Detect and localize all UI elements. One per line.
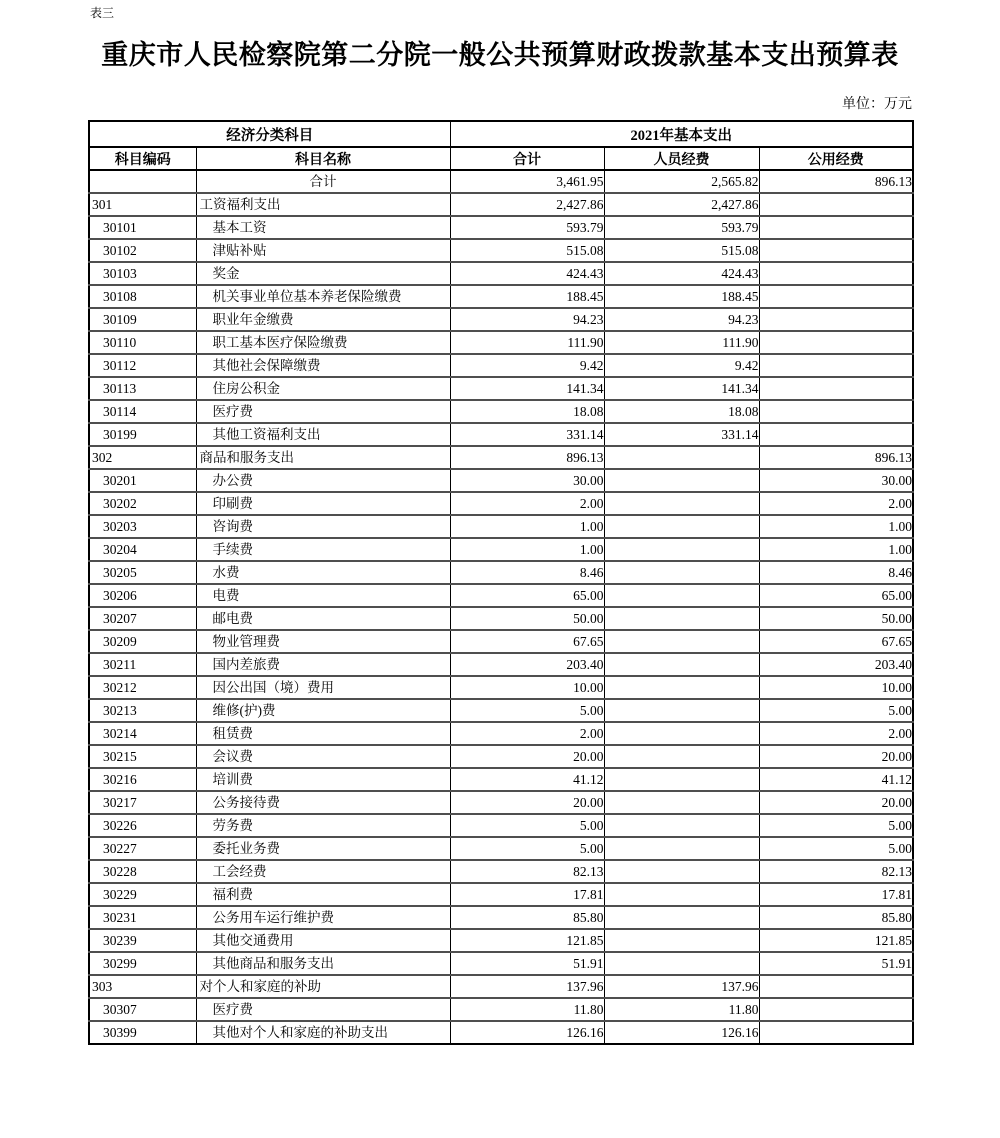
cell-total: 10.00: [450, 676, 604, 699]
table-row: [89, 699, 913, 722]
column-header-public-expense: 公用经费: [759, 147, 913, 170]
cell-public-expense: [759, 331, 913, 354]
cell-personnel-expense: [604, 538, 759, 561]
cell-subject-code: 30102: [89, 239, 196, 262]
cell-personnel-expense: 188.45: [604, 285, 759, 308]
cell-public-expense: [759, 1021, 913, 1044]
cell-total: 41.12: [450, 768, 604, 791]
cell-total: 593.79: [450, 216, 604, 239]
cell-subject-name: 租赁费: [196, 722, 450, 745]
table-row: [89, 906, 913, 929]
table-row: [89, 883, 913, 906]
cell-subject-code: 30211: [89, 653, 196, 676]
cell-personnel-expense: 593.79: [604, 216, 759, 239]
cell-subject-code: 30307: [89, 998, 196, 1021]
cell-public-expense: 896.13: [759, 446, 913, 469]
cell-subject-name: 会议费: [196, 745, 450, 768]
cell-subject-name: 水费: [196, 561, 450, 584]
table-row: [89, 998, 913, 1021]
cell-personnel-expense: 11.80: [604, 998, 759, 1021]
cell-personnel-expense: [604, 837, 759, 860]
cell-subject-code: 30228: [89, 860, 196, 883]
table-row: [89, 515, 913, 538]
cell-public-expense: 121.85: [759, 929, 913, 952]
cell-total: 5.00: [450, 699, 604, 722]
cell-public-expense: [759, 354, 913, 377]
cell-subject-code: 30202: [89, 492, 196, 515]
cell-personnel-expense: [604, 952, 759, 975]
cell-public-expense: 896.13: [759, 170, 913, 193]
cell-subject-code: 30209: [89, 630, 196, 653]
cell-total: 141.34: [450, 377, 604, 400]
cell-total: 85.80: [450, 906, 604, 929]
cell-total: 896.13: [450, 446, 604, 469]
cell-public-expense: 203.40: [759, 653, 913, 676]
cell-total: 5.00: [450, 837, 604, 860]
cell-public-expense: 20.00: [759, 791, 913, 814]
table-row: [89, 285, 913, 308]
cell-subject-code: 30226: [89, 814, 196, 837]
table-row: [89, 929, 913, 952]
table-row: [89, 561, 913, 584]
table-row: [89, 446, 913, 469]
cell-personnel-expense: [604, 814, 759, 837]
cell-subject-code: 30231: [89, 906, 196, 929]
cell-subject-code: 30215: [89, 745, 196, 768]
cell-subject-code: 30207: [89, 607, 196, 630]
cell-total: 20.00: [450, 791, 604, 814]
cell-public-expense: [759, 377, 913, 400]
cell-subject-code: 30113: [89, 377, 196, 400]
table-row: [89, 653, 913, 676]
cell-subject-code: 30204: [89, 538, 196, 561]
table-row: [89, 860, 913, 883]
cell-subject-name: 基本工资: [196, 216, 450, 239]
cell-subject-name: 商品和服务支出: [196, 446, 450, 469]
table-row: [89, 814, 913, 837]
cell-public-expense: [759, 193, 913, 216]
cell-subject-name: 其他商品和服务支出: [196, 952, 450, 975]
cell-personnel-expense: 424.43: [604, 262, 759, 285]
cell-public-expense: 41.12: [759, 768, 913, 791]
cell-personnel-expense: 331.14: [604, 423, 759, 446]
cell-public-expense: [759, 975, 913, 998]
cell-personnel-expense: [604, 699, 759, 722]
cell-total: 188.45: [450, 285, 604, 308]
cell-subject-code: 30101: [89, 216, 196, 239]
table-row: [89, 676, 913, 699]
cell-total: 331.14: [450, 423, 604, 446]
cell-public-expense: [759, 998, 913, 1021]
cell-personnel-expense: [604, 929, 759, 952]
cell-subject-code: 30108: [89, 285, 196, 308]
cell-total: 121.85: [450, 929, 604, 952]
table-row: [89, 837, 913, 860]
cell-public-expense: 10.00: [759, 676, 913, 699]
column-header-personnel-expense: 人员经费: [604, 147, 759, 170]
cell-subject-code: 30205: [89, 561, 196, 584]
cell-personnel-expense: 515.08: [604, 239, 759, 262]
cell-subject-name: 工会经费: [196, 860, 450, 883]
cell-personnel-expense: [604, 607, 759, 630]
unit-note: 单位：万元: [842, 97, 912, 112]
cell-personnel-expense: 2,427.86: [604, 193, 759, 216]
cell-personnel-expense: [604, 768, 759, 791]
cell-subject-name: 对个人和家庭的补助: [196, 975, 450, 998]
table-row: [89, 216, 913, 239]
cell-total: 30.00: [450, 469, 604, 492]
table-row: [89, 952, 913, 975]
cell-personnel-expense: [604, 469, 759, 492]
table-row: [89, 768, 913, 791]
table-row: [89, 239, 913, 262]
cell-personnel-expense: [604, 676, 759, 699]
cell-total: 9.42: [450, 354, 604, 377]
cell-subject-name: 劳务费: [196, 814, 450, 837]
cell-public-expense: 5.00: [759, 837, 913, 860]
cell-subject-name: 邮电费: [196, 607, 450, 630]
table-row: [89, 584, 913, 607]
cell-total: 67.65: [450, 630, 604, 653]
header-columns-row: [89, 147, 913, 170]
cell-subject-name: 委托业务费: [196, 837, 450, 860]
cell-subject-name: 其他工资福利支出: [196, 423, 450, 446]
cell-subject-code: 30227: [89, 837, 196, 860]
cell-public-expense: [759, 239, 913, 262]
cell-personnel-expense: 9.42: [604, 354, 759, 377]
table-row: [89, 308, 913, 331]
table-row: [89, 354, 913, 377]
cell-public-expense: 85.80: [759, 906, 913, 929]
table-row: [89, 538, 913, 561]
cell-total: 51.91: [450, 952, 604, 975]
cell-public-expense: 82.13: [759, 860, 913, 883]
cell-subject-name: 职工基本医疗保险缴费: [196, 331, 450, 354]
cell-total: 11.80: [450, 998, 604, 1021]
table-row: [89, 331, 913, 354]
cell-public-expense: [759, 308, 913, 331]
cell-subject-code: [89, 170, 196, 193]
cell-subject-code: 30206: [89, 584, 196, 607]
cell-subject-name: 奖金: [196, 262, 450, 285]
cell-total: 65.00: [450, 584, 604, 607]
table-row: [89, 492, 913, 515]
cell-personnel-expense: [604, 630, 759, 653]
cell-subject-name: 住房公积金: [196, 377, 450, 400]
cell-subject-code: 30212: [89, 676, 196, 699]
cell-total: 3,461.95: [450, 170, 604, 193]
cell-subject-name: 因公出国（境）费用: [196, 676, 450, 699]
cell-personnel-expense: [604, 653, 759, 676]
cell-public-expense: 5.00: [759, 699, 913, 722]
cell-personnel-expense: [604, 906, 759, 929]
cell-subject-name: 电费: [196, 584, 450, 607]
cell-subject-code: 30229: [89, 883, 196, 906]
cell-subject-name: 办公费: [196, 469, 450, 492]
cell-personnel-expense: [604, 883, 759, 906]
cell-subject-name: 机关事业单位基本养老保险缴费: [196, 285, 450, 308]
cell-subject-name: 职业年金缴费: [196, 308, 450, 331]
cell-subject-name: 印刷费: [196, 492, 450, 515]
cell-subject-name: 其他对个人和家庭的补助支出: [196, 1021, 450, 1044]
cell-subject-code: 30217: [89, 791, 196, 814]
table-row: [89, 791, 913, 814]
table-body: [89, 170, 913, 1044]
cell-subject-code: 30109: [89, 308, 196, 331]
cell-subject-code: 30216: [89, 768, 196, 791]
cell-total: 126.16: [450, 1021, 604, 1044]
table-row: [89, 193, 913, 216]
cell-subject-name: 其他社会保障缴费: [196, 354, 450, 377]
table-row: [89, 400, 913, 423]
cell-subject-name: 培训费: [196, 768, 450, 791]
cell-total: 5.00: [450, 814, 604, 837]
cell-personnel-expense: [604, 860, 759, 883]
cell-public-expense: 30.00: [759, 469, 913, 492]
cell-subject-code: 30199: [89, 423, 196, 446]
cell-total: 8.46: [450, 561, 604, 584]
cell-personnel-expense: 94.23: [604, 308, 759, 331]
cell-subject-code: 30103: [89, 262, 196, 285]
cell-personnel-expense: [604, 561, 759, 584]
cell-subject-name: 手续费: [196, 538, 450, 561]
cell-subject-name: 公务接待费: [196, 791, 450, 814]
cell-personnel-expense: 137.96: [604, 975, 759, 998]
cell-total: 1.00: [450, 538, 604, 561]
header-economic-classification: 经济分类科目: [89, 121, 450, 147]
cell-subject-name: 维修(护)费: [196, 699, 450, 722]
cell-public-expense: [759, 285, 913, 308]
cell-public-expense: 2.00: [759, 492, 913, 515]
table-number-label: 表三: [90, 6, 115, 20]
cell-personnel-expense: [604, 584, 759, 607]
cell-subject-code: 302: [89, 446, 196, 469]
cell-public-expense: 50.00: [759, 607, 913, 630]
table-row: [89, 630, 913, 653]
cell-subject-code: 30213: [89, 699, 196, 722]
table-row: [89, 377, 913, 400]
cell-public-expense: 65.00: [759, 584, 913, 607]
cell-subject-name: 福利费: [196, 883, 450, 906]
header-2021-basic-expenditure: 2021年基本支出: [450, 121, 913, 147]
table-header: [89, 121, 913, 170]
table-row: [89, 170, 913, 193]
cell-public-expense: 17.81: [759, 883, 913, 906]
cell-personnel-expense: [604, 492, 759, 515]
cell-subject-name: 国内差旅费: [196, 653, 450, 676]
cell-personnel-expense: [604, 515, 759, 538]
cell-total: 1.00: [450, 515, 604, 538]
cell-subject-code: 301: [89, 193, 196, 216]
cell-total: 82.13: [450, 860, 604, 883]
page-title: 重庆市人民检察院第二分院一般公共预算财政拨款基本支出预算表: [101, 40, 899, 70]
cell-personnel-expense: [604, 791, 759, 814]
cell-total: 2.00: [450, 722, 604, 745]
column-header-subject-name: 科目名称: [196, 147, 450, 170]
cell-subject-name: 医疗费: [196, 400, 450, 423]
budget-table: [88, 120, 914, 1045]
cell-subject-name: 物业管理费: [196, 630, 450, 653]
cell-personnel-expense: 2,565.82: [604, 170, 759, 193]
cell-total: 18.08: [450, 400, 604, 423]
cell-personnel-expense: 126.16: [604, 1021, 759, 1044]
cell-subject-code: 30239: [89, 929, 196, 952]
cell-subject-code: 30110: [89, 331, 196, 354]
cell-total: 203.40: [450, 653, 604, 676]
cell-subject-name: 津贴补贴: [196, 239, 450, 262]
cell-subject-code: 30214: [89, 722, 196, 745]
cell-total: 94.23: [450, 308, 604, 331]
cell-public-expense: 1.00: [759, 515, 913, 538]
cell-subject-code: 30299: [89, 952, 196, 975]
cell-personnel-expense: 141.34: [604, 377, 759, 400]
cell-subject-name: 咨询费: [196, 515, 450, 538]
cell-personnel-expense: [604, 745, 759, 768]
cell-personnel-expense: [604, 446, 759, 469]
cell-public-expense: 51.91: [759, 952, 913, 975]
cell-subject-code: 30112: [89, 354, 196, 377]
cell-total: 50.00: [450, 607, 604, 630]
cell-public-expense: 2.00: [759, 722, 913, 745]
cell-subject-code: 30203: [89, 515, 196, 538]
cell-public-expense: 5.00: [759, 814, 913, 837]
cell-subject-code: 303: [89, 975, 196, 998]
cell-subject-name: 其他交通费用: [196, 929, 450, 952]
cell-subject-name: 公务用车运行维护费: [196, 906, 450, 929]
cell-total: 2,427.86: [450, 193, 604, 216]
table-row: [89, 1021, 913, 1044]
table-row: [89, 722, 913, 745]
cell-personnel-expense: 111.90: [604, 331, 759, 354]
cell-public-expense: [759, 262, 913, 285]
column-header-total: 合计: [450, 147, 604, 170]
table-row: [89, 745, 913, 768]
cell-subject-name: 合计: [196, 170, 450, 193]
cell-public-expense: [759, 423, 913, 446]
table-row: [89, 262, 913, 285]
cell-personnel-expense: 18.08: [604, 400, 759, 423]
header-group-row: [89, 121, 913, 147]
cell-public-expense: 1.00: [759, 538, 913, 561]
table-row: [89, 975, 913, 998]
cell-public-expense: 20.00: [759, 745, 913, 768]
cell-total: 17.81: [450, 883, 604, 906]
cell-public-expense: [759, 216, 913, 239]
table-row: [89, 423, 913, 446]
cell-subject-code: 30201: [89, 469, 196, 492]
cell-total: 20.00: [450, 745, 604, 768]
cell-subject-name: 医疗费: [196, 998, 450, 1021]
table-row: [89, 469, 913, 492]
cell-personnel-expense: [604, 722, 759, 745]
cell-total: 2.00: [450, 492, 604, 515]
cell-total: 137.96: [450, 975, 604, 998]
cell-subject-code: 30399: [89, 1021, 196, 1044]
cell-subject-name: 工资福利支出: [196, 193, 450, 216]
column-header-subject-code: 科目编码: [89, 147, 196, 170]
cell-public-expense: 67.65: [759, 630, 913, 653]
cell-public-expense: 8.46: [759, 561, 913, 584]
table-row: [89, 607, 913, 630]
cell-subject-code: 30114: [89, 400, 196, 423]
cell-total: 111.90: [450, 331, 604, 354]
cell-total: 515.08: [450, 239, 604, 262]
cell-public-expense: [759, 400, 913, 423]
cell-total: 424.43: [450, 262, 604, 285]
